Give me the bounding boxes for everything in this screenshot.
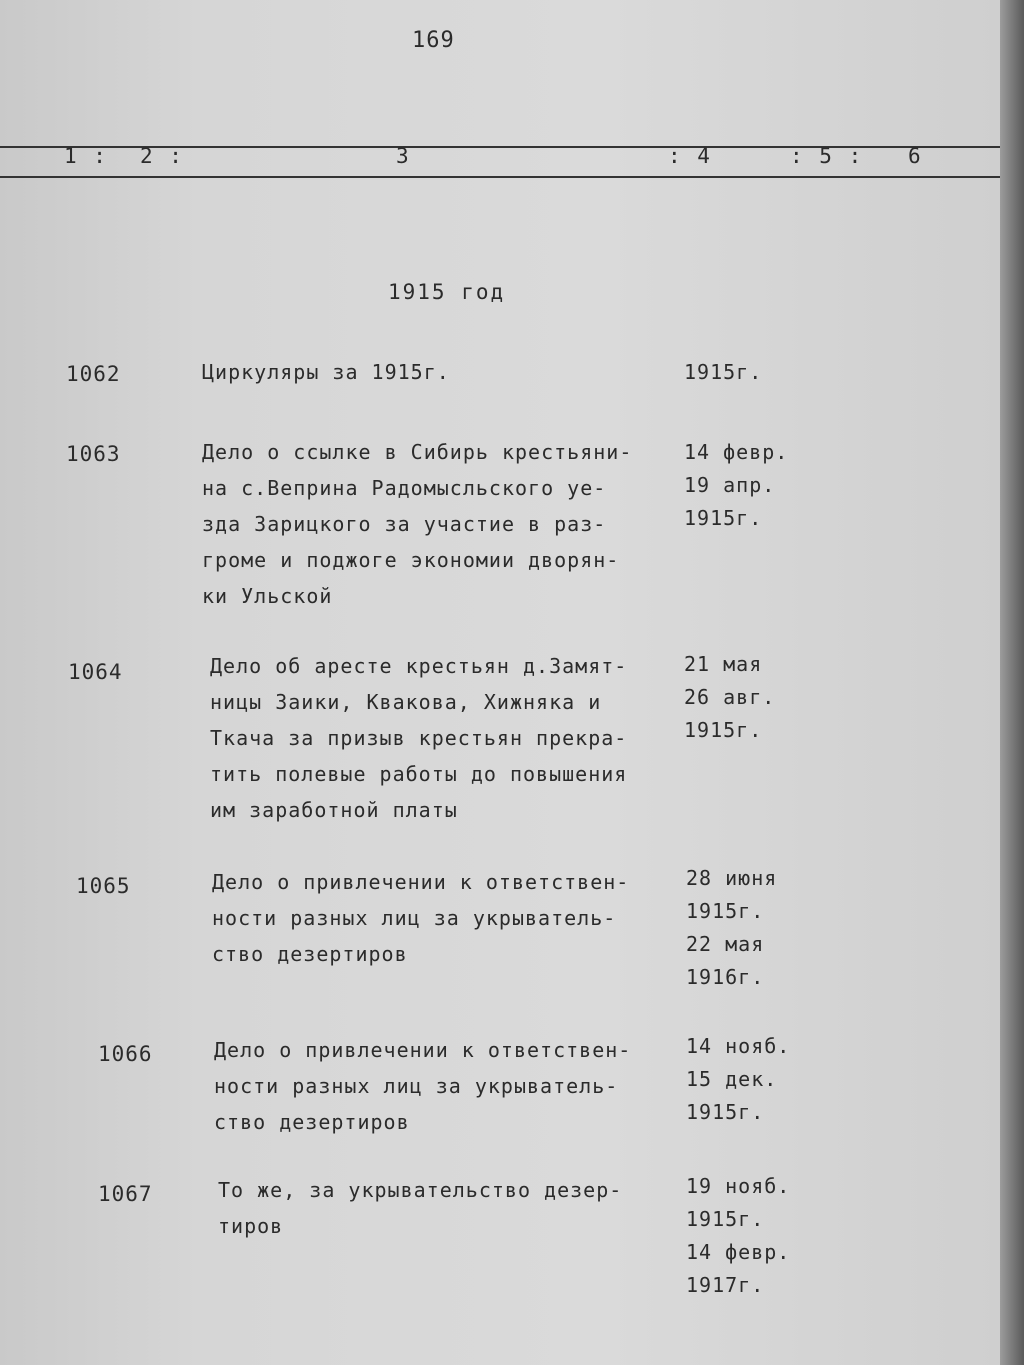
entry-text-line: ки Ульской <box>202 584 333 608</box>
entry-text-line: Циркуляры за 1915г. <box>202 360 450 384</box>
entry-dates <box>686 1030 790 1129</box>
entry-text-line: ство дезертиров <box>214 1110 410 1134</box>
column-header-3: 3 <box>396 144 411 168</box>
entry-description <box>202 434 632 614</box>
entry-number: 1065 <box>76 874 131 898</box>
entry-dates <box>686 1170 790 1302</box>
entry-description <box>210 648 627 828</box>
year-heading: 1915 год <box>388 280 506 304</box>
entry-text-line: Ткача за призыв крестьян прекра- <box>210 726 628 750</box>
entry-text-line: тить полевые работы до повышения <box>210 762 628 786</box>
entry-date-line: 1915г. <box>686 1100 765 1124</box>
table-bottom-rule <box>0 176 1000 178</box>
entry-text-line: Дело о привлечении к ответствен- <box>214 1038 632 1062</box>
entry-date-line: 1915г. <box>684 360 763 384</box>
entry-date-line: 1917г. <box>686 1273 765 1297</box>
entry-text-line: ности разных лиц за укрыватель- <box>212 906 617 930</box>
column-header-4: : 4 <box>668 144 712 168</box>
entry-date-line: 22 мая <box>686 932 765 956</box>
entry-text-line: зда Зарицкого за участие в раз- <box>202 512 607 536</box>
entry-date-line: 14 февр. <box>684 440 789 464</box>
entry-text-line: ство дезертиров <box>212 942 408 966</box>
entry-number: 1063 <box>66 442 121 466</box>
entry-text-line: ницы Заики, Квакова, Хижняка и <box>210 690 602 714</box>
entry-dates <box>684 356 762 389</box>
entry-date-line: 1915г. <box>684 718 763 742</box>
entry-description <box>218 1172 622 1244</box>
entry-text-line: То же, за укрывательство дезер- <box>218 1178 623 1202</box>
entry-text-line: громе и поджоге экономии дворян- <box>202 548 620 572</box>
entry-description <box>214 1032 631 1140</box>
entry-number: 1066 <box>98 1042 153 1066</box>
entry-date-line: 1916г. <box>686 965 765 989</box>
entry-dates <box>684 436 788 535</box>
entry-description <box>212 864 629 972</box>
entry-text-line: им заработной платы <box>210 798 458 822</box>
entry-date-line: 1915г. <box>684 506 763 530</box>
entry-date-line: 28 июня <box>686 866 778 890</box>
entry-description <box>202 354 450 390</box>
entry-text-line: ности разных лиц за укрыватель- <box>214 1074 619 1098</box>
entry-date-line: 15 дек. <box>686 1067 778 1091</box>
entry-text-line: Дело об аресте крестьян д.Замят- <box>210 654 628 678</box>
entry-date-line: 26 авг. <box>684 685 776 709</box>
entry-number: 1067 <box>98 1182 153 1206</box>
entry-date-line: 19 нояб. <box>686 1174 791 1198</box>
page-number: 169 <box>412 28 455 53</box>
entry-date-line: 21 мая <box>684 652 763 676</box>
entry-dates <box>684 648 775 747</box>
entry-text-line: Дело о ссылке в Сибирь крестьяни- <box>202 440 633 464</box>
entry-date-line: 14 нояб. <box>686 1034 791 1058</box>
entry-number: 1064 <box>68 660 123 684</box>
entry-text-line: тиров <box>218 1214 284 1238</box>
column-header-2: 2 : <box>140 144 184 168</box>
entry-date-line: 1915г. <box>686 899 765 923</box>
column-header-6: 6 <box>908 144 923 168</box>
entry-number: 1062 <box>66 362 121 386</box>
entry-date-line: 19 апр. <box>684 473 776 497</box>
column-header-1: 1 : <box>64 144 108 168</box>
entry-text-line: на с.Веприна Радомысльского уе- <box>202 476 607 500</box>
column-header-5: : 5 : <box>790 144 864 168</box>
page-edge <box>1000 0 1024 1365</box>
entry-dates <box>686 862 777 994</box>
entry-date-line: 14 февр. <box>686 1240 791 1264</box>
entry-date-line: 1915г. <box>686 1207 765 1231</box>
entry-text-line: Дело о привлечении к ответствен- <box>212 870 630 894</box>
